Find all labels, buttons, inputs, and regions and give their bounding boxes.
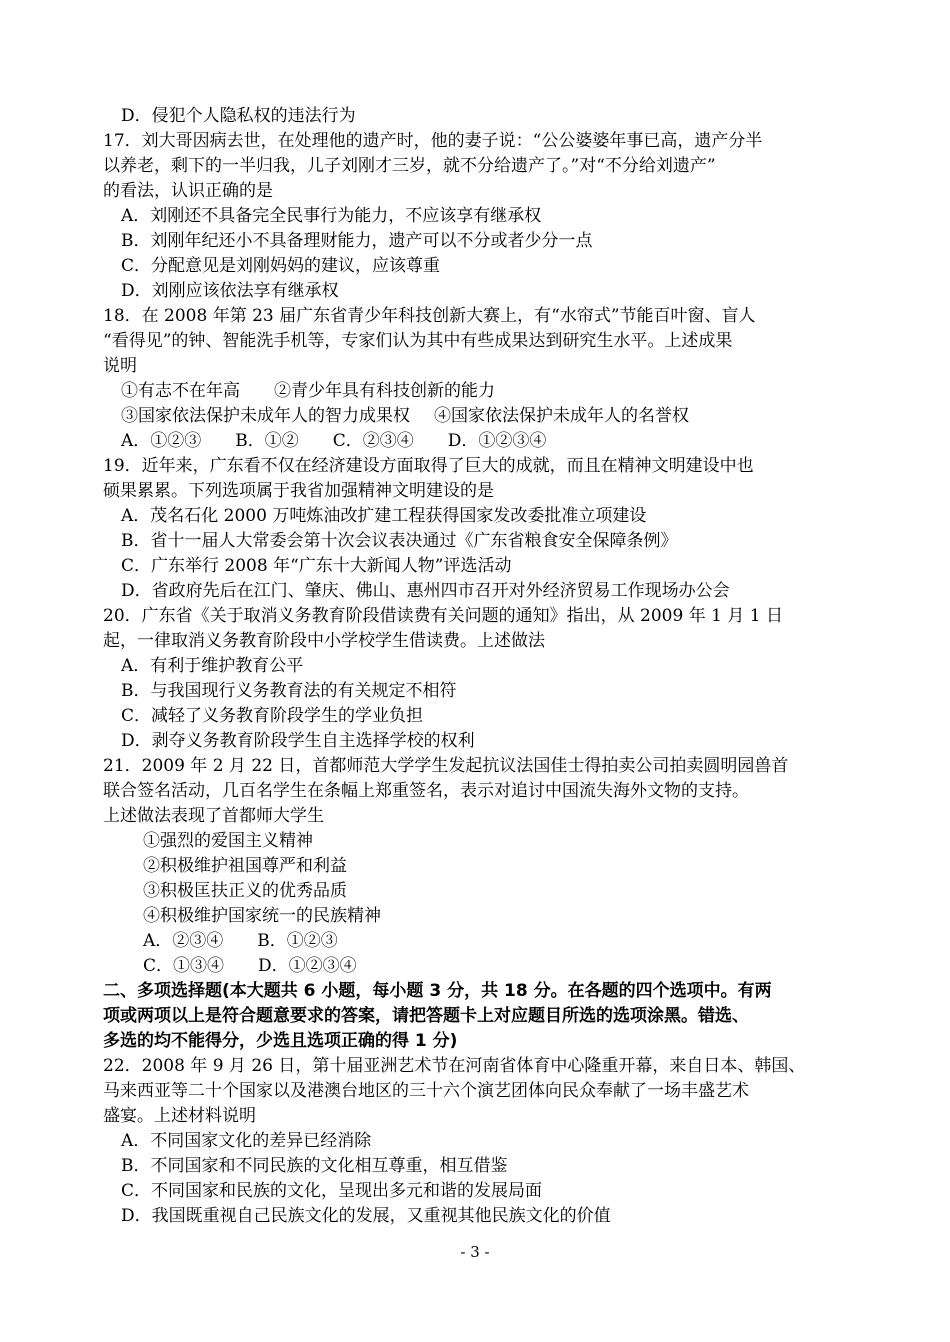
q22-option-a: A．不同国家文化的差异已经消除 <box>121 1131 372 1151</box>
q20-option-c: C．减轻了义务教育阶段学生的学业负担 <box>121 706 424 726</box>
q21-option-a: A．②③④ <box>143 931 224 951</box>
q18-items-row-2 <box>121 404 689 429</box>
q18-option-c: C．②③④ <box>332 431 414 451</box>
q17-option-b: B．刘刚年纪还小不具备理财能力，遗产可以不分或者少分一点 <box>121 231 593 251</box>
q17-stem-2: 以养老，剩下的一半归我，儿子刘刚才三岁，就不分给遗产了。”对“不分给刘遗产” <box>103 156 716 176</box>
q19-option-d: D．省政府先后在江门、肇庆、佛山、惠州四市召开对外经济贸易工作现场办公会 <box>121 581 730 601</box>
q18-stem-3: 说明 <box>103 356 137 376</box>
q18-item-1: ①有志不在年高 <box>121 381 240 401</box>
q21-item-1: ①强烈的爱国主义精神 <box>143 831 313 851</box>
q22-option-c: C．不同国家和民族的文化，呈现出多元和谐的发展局面 <box>121 1181 543 1201</box>
section2-heading-2: 项或两项以上是符合题意要求的答案，请把答题卡上对应题目所选的选项涂黑。错选、 <box>103 1006 749 1026</box>
q21-stem-2: 联合签名活动，几百名学生在条幅上郑重签名，表示对追讨中国流失海外文物的支持。 <box>103 781 749 801</box>
q20-option-a: A．有利于维护教育公平 <box>121 656 304 676</box>
q21-options-row-1 <box>143 929 338 954</box>
q21-option-d: D．①②③④ <box>258 956 357 976</box>
q21-item-4: ④积极维护国家统一的民族精神 <box>143 906 381 926</box>
q22-stem-3: 盛宴。上述材料说明 <box>103 1106 256 1126</box>
q22-stem-2: 马来西亚等二十个国家以及港澳台地区的三十六个演艺团体向民众奉献了一场丰盛艺术 <box>103 1081 749 1101</box>
q20-option-b: B．与我国现行义务教育法的有关规定不相符 <box>121 681 457 701</box>
q16-option-d: D．侵犯个人隐私权的违法行为 <box>121 106 356 126</box>
q18-stem-1: 18．在 2008 年第 23 届广东省青少年科技创新大赛上，有“水帘式”节能百叶窗、盲人 <box>103 306 756 326</box>
q21-options-row-2 <box>143 954 357 979</box>
q17-option-c: C．分配意见是刘刚妈妈的建议，应该尊重 <box>121 256 441 276</box>
q19-stem-2: 硕果累累。下列选项属于我省加强精神文明建设的是 <box>103 481 494 501</box>
q18-items-row-1 <box>121 379 495 404</box>
q19-option-a: A．茂名石化 2000 万吨炼油改扩建工程获得国家发改委批准立项建设 <box>121 506 647 526</box>
q17-stem-1: 17．刘大哥因病去世，在处理他的遗产时，他的妻子说：“公公婆婆年事已高，遗产分半 <box>103 131 763 151</box>
q19-stem-1: 19．近年来，广东看不仅在经济建设方面取得了巨大的成就，而且在精神文明建设中也 <box>103 456 754 476</box>
q18-item-3: ③国家依法保护未成年人的智力成果权 <box>121 406 410 426</box>
section2-heading-1: 二、多项选择题(本大题共 6 小题，每小题 3 分，共 18 分。在各题的四个选项中。有两 <box>103 981 772 1001</box>
q21-option-b: B．①②③ <box>257 931 338 951</box>
page-number: - 3 - <box>460 1243 490 1261</box>
q18-option-d: D．①②③④ <box>447 431 547 451</box>
q18-stem-2: “看得见”的钟、智能洗手机等，专家们认为其中有些成果达到研究生水平。上述成果 <box>103 331 733 351</box>
q19-option-c: C．广东举行 2008 年“广东十大新闻人物”评选活动 <box>121 556 512 576</box>
q19-option-b: B．省十一届人大常委会第十次会议表决通过《广东省粮食安全保障条例》 <box>121 531 678 551</box>
q21-item-2: ②积极维护祖国尊严和利益 <box>143 856 347 876</box>
q20-option-d: D．剥夺义务教育阶段学生自主选择学校的权利 <box>121 731 475 751</box>
q20-stem-1: 20．广东省《关于取消义务教育阶段借读费有关问题的通知》指出，从 2009 年 1 月 1 日 <box>103 606 783 626</box>
q18-option-a: A．①②③ <box>121 431 202 451</box>
section2-heading-3: 多选的均不能得分，少选且选项正确的得 1 分) <box>103 1031 458 1051</box>
q21-option-c: C．①③④ <box>143 956 225 976</box>
q18-option-b: B．①② <box>235 431 299 451</box>
q18-item-2: ②青少年具有科技创新的能力 <box>274 381 495 401</box>
q22-stem-1: 22．2008 年 9 月 26 日，第十届亚洲艺术节在河南省体育中心隆重开幕，来自日本、韩国、 <box>103 1056 806 1076</box>
q17-option-d: D．刘刚应该依法享有继承权 <box>121 281 339 301</box>
q22-option-d: D．我国既重视自己民族文化的发展，又重视其他民族文化的价值 <box>121 1206 611 1226</box>
q21-stem-1: 21．2009 年 2 月 22 日，首都师范大学学生发起抗议法国佳士得拍卖公司拍卖圆明园兽首 <box>103 756 789 776</box>
q21-item-3: ③积极匡扶正义的优秀品质 <box>143 881 347 901</box>
q22-option-b: B．不同国家和不同民族的文化相互尊重，相互借鉴 <box>121 1156 508 1176</box>
q17-option-a: A．刘刚还不具备完全民事行为能力，不应该享有继承权 <box>121 206 542 226</box>
q18-options <box>121 429 546 454</box>
q21-stem-3: 上述做法表现了首都师大学生 <box>103 806 324 826</box>
q18-item-4: ④国家依法保护未成年人的名誉权 <box>434 406 689 426</box>
q17-stem-3: 的看法，认识正确的是 <box>103 181 273 201</box>
q20-stem-2: 起，一律取消义务教育阶段中小学校学生借读费。上述做法 <box>103 631 545 651</box>
